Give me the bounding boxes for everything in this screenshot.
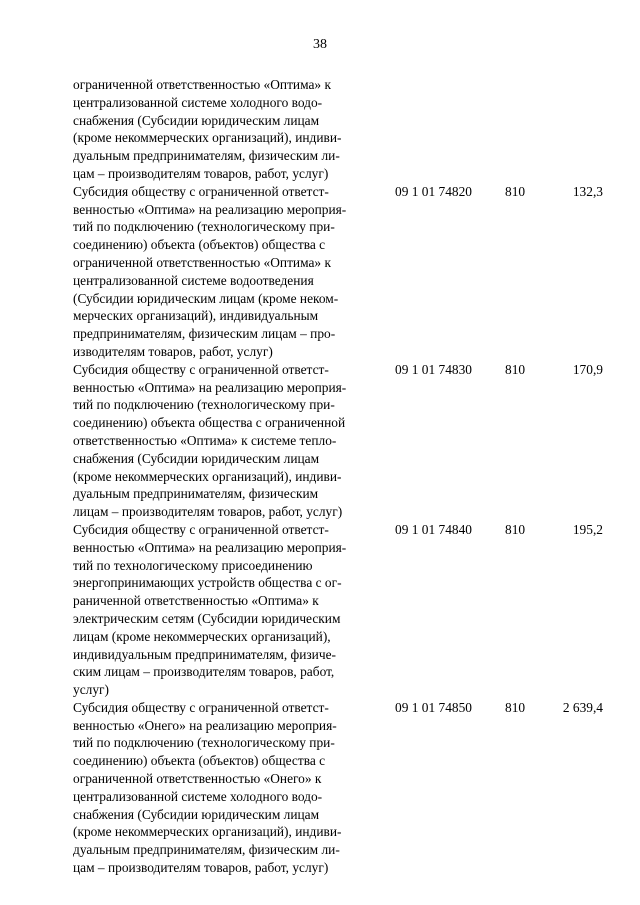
description-line: услуг) (73, 682, 109, 698)
row-expense-type: 810 (505, 183, 526, 199)
description-line: мерческих организаций), индивидуальным (73, 308, 319, 324)
description-line: дуальным предпринимателям, физическим ли- (73, 148, 340, 164)
table-row (0, 521, 640, 699)
description-line: предпринимателям, физическим лицам – про- (73, 326, 336, 342)
description-line: (кроме некоммерческих организаций), индиви- (73, 468, 342, 484)
row-expense-type: 810 (505, 699, 526, 715)
description-line: энергопринимающих устройств общества с ог- (73, 575, 342, 591)
row-code: 09 1 01 74820 (395, 183, 472, 199)
description-line: венностью «Оптима» на реализацию мероприя- (73, 201, 347, 217)
description-line: централизованной системе холодного водо- (73, 94, 323, 110)
budget-table (0, 76, 640, 877)
description-line: индивидуальным предпринимателям, физиче- (73, 646, 336, 662)
row-code: 09 1 01 74840 (395, 521, 472, 537)
row-description (73, 699, 393, 877)
row-description (73, 76, 393, 183)
description-line: соединению) объекта (объектов) общества с (73, 237, 326, 253)
table-row (0, 76, 640, 183)
row-amount: 195,2 (572, 521, 603, 537)
description-line: (кроме некоммерческих организаций), индиви- (73, 824, 342, 840)
description-line: снабжения (Субсидии юридическим лицам (73, 450, 320, 466)
row-description (73, 183, 393, 361)
description-line: Субсидия обществу с ограниченной ответст- (73, 521, 329, 537)
description-line: ограниченной ответственностью «Оптима» к (73, 254, 331, 270)
row-description (73, 361, 393, 521)
description-line: Субсидия обществу с ограниченной ответст- (73, 699, 329, 715)
description-line: Субсидия обществу с ограниченной ответст- (73, 183, 329, 199)
description-line: электрическим сетям (Субсидии юридическим (73, 610, 341, 626)
description-line: централизованной системе водоотведения (73, 272, 314, 288)
description-line: тий по технологическому присоединению (73, 557, 313, 573)
row-code: 09 1 01 74850 (395, 699, 472, 715)
description-line: изводителям товаров, работ, услуг) (73, 343, 273, 359)
description-line: (кроме некоммерческих организаций), индиви- (73, 130, 342, 146)
table-row (0, 183, 640, 361)
description-line: ским лицам – производителям товаров, работ, (73, 664, 335, 680)
description-line: ответственностью «Оптима» к системе тепло- (73, 432, 337, 448)
description-line: дуальным предпринимателям, физическим (73, 486, 319, 502)
row-amount: 132,3 (572, 183, 603, 199)
description-line: ограниченной ответственностью «Онего» к (73, 771, 322, 787)
row-code: 09 1 01 74830 (395, 361, 472, 377)
description-line: тий по подключению (технологическому при- (73, 397, 335, 413)
description-line: раниченной ответственностью «Оптима» к (73, 593, 319, 609)
description-line: дуальным предпринимателям, физическим ли- (73, 842, 340, 858)
page-number: 38 (313, 37, 327, 52)
description-line: лицам – производителям товаров, работ, услуг) (73, 504, 343, 520)
row-description (73, 521, 393, 699)
row-amount: 2 639,4 (562, 699, 603, 715)
table-row (0, 699, 640, 877)
description-line: снабжения (Субсидии юридическим лицам (73, 806, 320, 822)
description-line: тий по подключению (технологическому при- (73, 219, 335, 235)
description-line: венностью «Оптима» на реализацию мероприя- (73, 539, 347, 555)
description-line: соединению) объекта (объектов) общества с (73, 753, 326, 769)
row-expense-type: 810 (505, 521, 526, 537)
description-line: лицам (кроме некоммерческих организаций), (73, 628, 331, 644)
description-line: снабжения (Субсидии юридическим лицам (73, 112, 320, 128)
description-line: Субсидия обществу с ограниченной ответст- (73, 361, 329, 377)
description-line: (Субсидии юридическим лицам (кроме неком- (73, 290, 339, 306)
table-row (0, 361, 640, 521)
description-line: ограниченной ответственностью «Оптима» к (73, 77, 331, 92)
description-line: централизованной системе холодного водо- (73, 788, 323, 804)
description-line: цам – производителям товаров, работ, услуг) (73, 165, 329, 181)
description-line: тий по подключению (технологическому при- (73, 735, 335, 751)
description-line: венностью «Оптима» на реализацию мероприя- (73, 379, 347, 395)
description-line: цам – производителям товаров, работ, услуг) (73, 860, 329, 876)
description-line: соединению) объекта общества с ограниченной (73, 415, 346, 431)
row-amount: 170,9 (572, 361, 603, 377)
description-line: венностью «Онего» на реализацию мероприя- (73, 717, 337, 733)
row-expense-type: 810 (505, 361, 526, 377)
